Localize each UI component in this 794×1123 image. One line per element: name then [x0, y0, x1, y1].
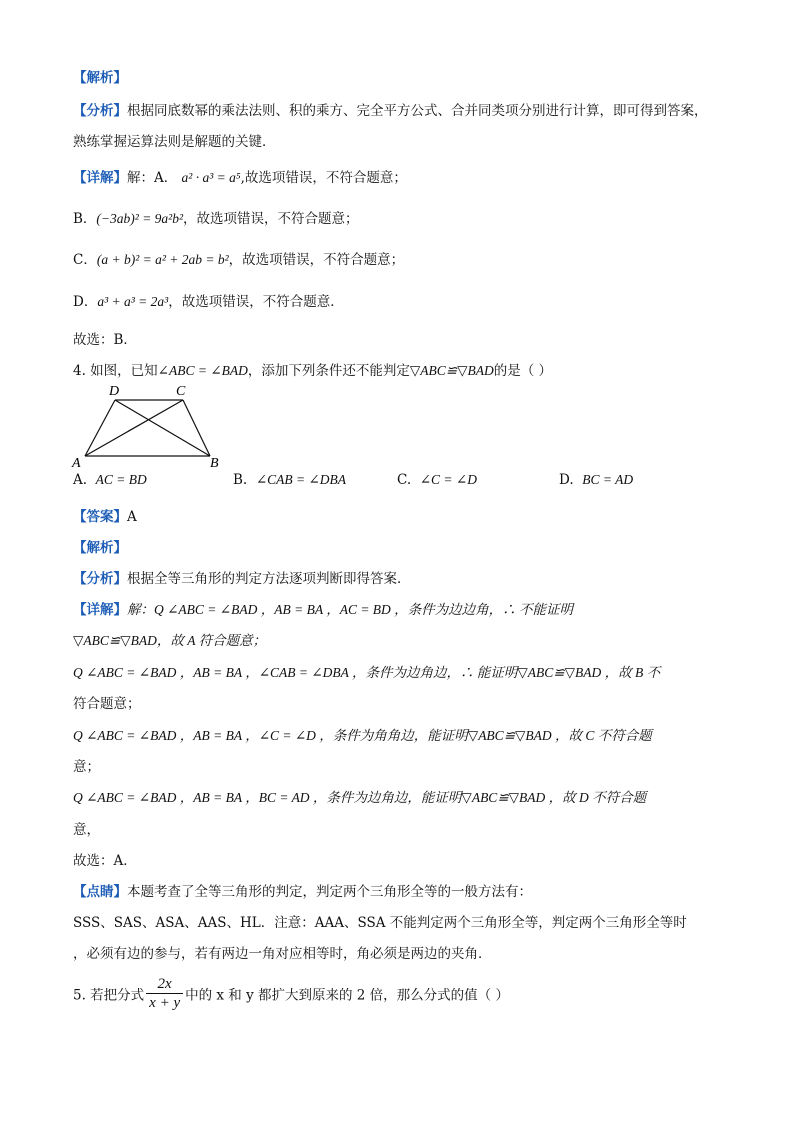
- diagonal-bd: [115, 400, 210, 456]
- q3-analysis-line2: 熟练掌握运算法则是解题的关键．: [73, 134, 276, 150]
- q4-option-a: A. AC = BD: [73, 472, 147, 488]
- q4-dianjing-1: 【点睛】本题考查了全等三角形的判定，判定两个三角形全等的一般方法有：: [73, 884, 532, 900]
- q4-figure: [70, 380, 230, 470]
- q4-option-d: D. BC = AD: [559, 472, 634, 488]
- q4-detail-line1b: ▽ABC≌▽BAD，故 A 符合题意；: [73, 633, 267, 648]
- q4-detail-line3b: 意；: [73, 759, 100, 775]
- label-b: B: [210, 456, 219, 470]
- q4-answer-line: 故选：A．: [73, 853, 137, 869]
- q5-fraction: $\frac{2x}{x + y}$: [146, 975, 183, 1012]
- q4-analysis: 【分析】根据全等三角形的判定方法逐项判断即得答案．: [73, 571, 411, 587]
- q4-option-c: C. ∠C = ∠D: [397, 472, 477, 488]
- q3-analysis-line1: 【分析】根据同底数幂的乘法法则、积的乘方、完全平方公式、合并同类项分别进行计算，即可得到答案，: [73, 103, 708, 119]
- q5-stem: 5. 若把分式 $\frac{2x}{x + y}$ 中的 x 和 y 都扩大到原来的 2 倍，那么分式的值（ ）: [73, 976, 509, 1011]
- q3-detail-d: D．a³ + a³ = 2a³，故选项错误，不符合题意．: [73, 294, 344, 310]
- q4-dianjing-2: SSS、SAS、ASA、AAS、HL．注意：AAA、SSA 不能判定两个三角形全等，判定两个三角形全等时: [73, 915, 687, 931]
- q4-option-b: B. ∠CAB = ∠DBA: [233, 472, 347, 488]
- q4-dianjing-3: ，必须有边的参与，若有两边一角对应相等时，角必须是两边的夹角．: [73, 946, 492, 962]
- q4-detail-line4b: 意，: [73, 822, 100, 838]
- q3-detail-a: 【详解】解：A． a² · a³ = a⁵,故选项错误，不符合题意；: [73, 170, 407, 186]
- q4-detail-line4a: Q ∠ABC = ∠BAD ，AB = BA ，BC = AD ，条件为边角边，能证明▽ABC≌▽BAD ，故 D 不符合题: [73, 790, 647, 805]
- q4-detail-line2b: 符合题意；: [73, 696, 141, 712]
- q3-detail-b: B．(−3ab)² = 9a²b²，故选项错误，不符合题意；: [73, 211, 359, 227]
- q4-detail-line1a: 【详解】解：Q ∠ABC = ∠BAD ，AB = BA ，AC = BD ，条件为边边角，∴ 不能证明: [73, 602, 574, 618]
- label-d: D: [109, 384, 120, 399]
- label-a: A: [72, 456, 81, 470]
- q4-answer-heading: 【答案】A: [73, 509, 137, 525]
- q4-jiexi-heading: 【解析】: [73, 540, 127, 556]
- q4-detail-line2a: Q ∠ABC = ∠BAD ，AB = BA ，∠CAB = ∠DBA ，条件为边角边，∴ 能证明▽ABC≌▽BAD ，故 B 不: [73, 665, 661, 680]
- q3-detail-c: C．(a + b)² = a² + 2ab = b²，故选项错误，不符合题意；: [73, 252, 405, 268]
- q4-detail-line3a: Q ∠ABC = ∠BAD ，AB = BA ，∠C = ∠D ，条件为角角边，能证明▽ABC≌▽BAD ，故 C 不符合题: [73, 728, 652, 743]
- q4-stem: 4. 如图，已知∠ABC = ∠BAD，添加下列条件还不能判定▽ABC≌▽BAD的是（ ）: [73, 363, 553, 379]
- q3-answer: 故选：B．: [73, 332, 137, 348]
- label-c: C: [176, 384, 186, 399]
- q3-jiexi-heading: 【解析】: [73, 70, 127, 86]
